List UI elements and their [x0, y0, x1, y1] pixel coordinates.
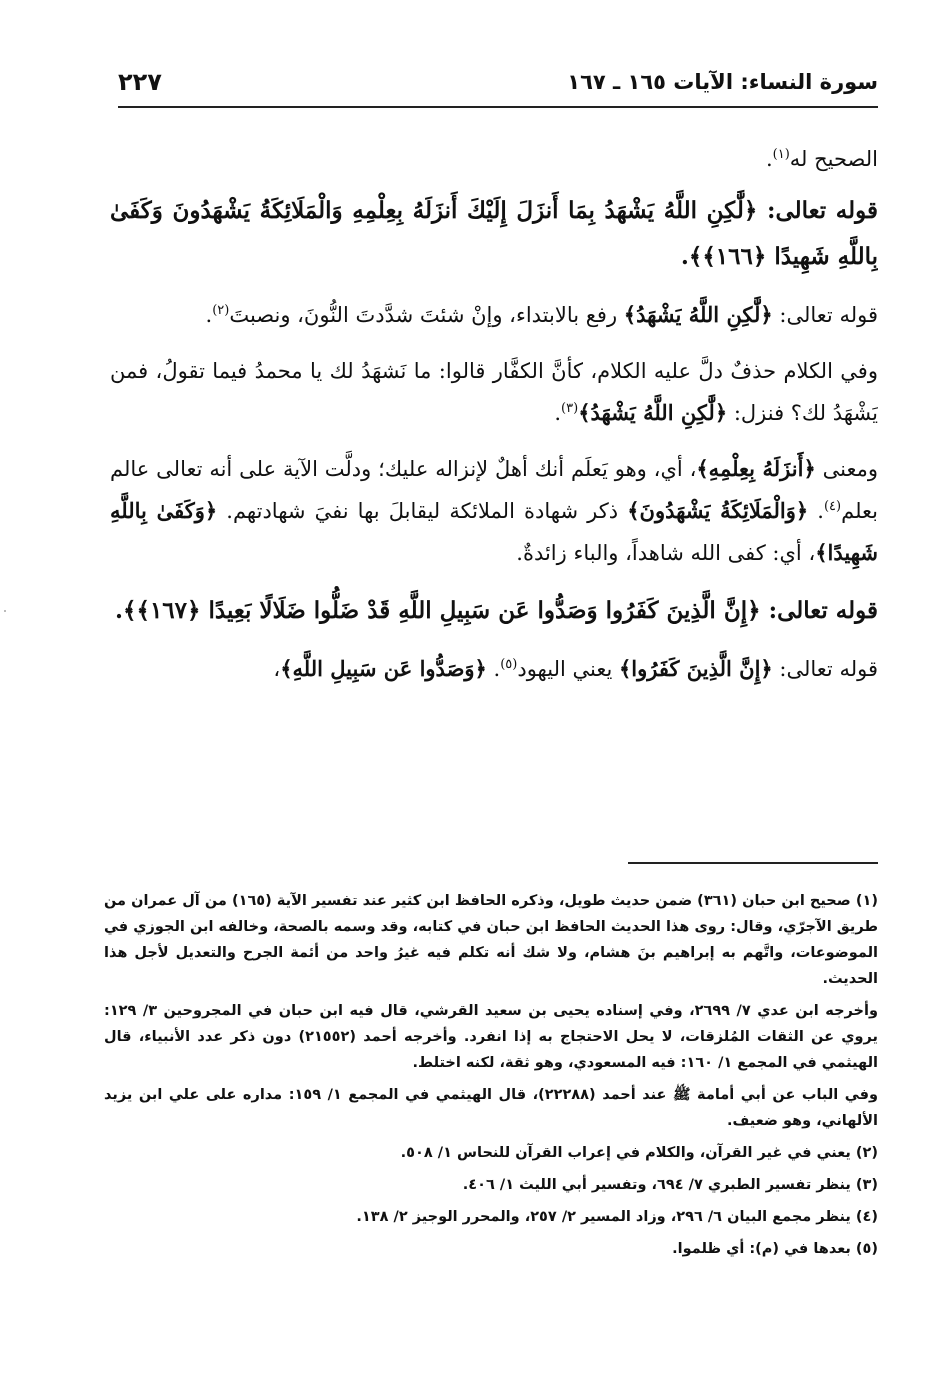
header-title: سورة النساء: الآيات ١٦٥ ـ ١٦٧ — [567, 70, 878, 94]
paragraph-text: ومعنى — [815, 457, 878, 481]
footnote-3: (٣) ينظر تفسير الطبري ٧/ ٦٩٤، وتفسير أبي الليث ١/ ٤٠٦. — [462, 1177, 878, 1193]
paragraph-text: الصحيح له — [789, 147, 878, 171]
quran-quote: ﴿وَصَدُّوا عَن سَبِيلِ اللَّهِ﴾ — [280, 656, 487, 681]
page-number: ٢٢٧ — [118, 68, 162, 96]
punctuation: . — [765, 147, 773, 171]
quran-quote: ﴿وَالْمَلَائِكَةُ يَشْهَدُونَ﴾ — [627, 498, 809, 523]
paragraph-text: يعني اليهود — [517, 657, 619, 681]
paragraph-3 — [110, 294, 878, 336]
verse-heading-167 — [110, 588, 878, 634]
footnote-ref: (٢) — [212, 303, 230, 318]
running-header — [118, 60, 878, 108]
verse-lead: قوله تعالى: — [757, 197, 878, 224]
quran-quote: ﴿إِنَّ الَّذِينَ كَفَرُوا﴾ — [618, 656, 773, 681]
footnote-divider — [628, 862, 878, 864]
paragraph-text: وفي الكلام حذفٌ دلَّ عليه الكلام، كأنَّ الكفَّار قالوا: ما نَشهَدُ لك يا محمدُ فيما تقولُ، فمن يَشْهَدُ لك؟ فنزل: — [110, 359, 878, 425]
footnote-1-continued: وأخرجه ابن عدي ٧/ ٢٦٩٩، وفي إسناده يحيى بن سعيد القرشي، قال فيه ابن حبان في المجروحين ٣/ ١٢٩: يروي عن الثقات المُلزقات، لا يحل الاحتجاج به إذا انفرد. وأخرجه أحمد (٢١٥٥٢) دون ذكر عدد الأنبياء، قال الهيثمي في المجمع ١/ ١٦٠: فيه المسعودي، وهو ثقة، لكنه اختلط. — [104, 1003, 878, 1071]
quran-verse: ﴿إِنَّ الَّذِينَ كَفَرُوا وَصَدُّوا عَن سَبِيلِ اللَّهِ قَدْ ضَلُّوا ضَلَالًا بَعِيدًا ﴿١٦٧﴾﴾ — [123, 597, 761, 624]
paragraph-text: ، أي، وهو يَعلَم أنك أهلٌ لإنزاله عليك؛ ودلَّت الآية على أنه تعالى عالم بعلم — [110, 457, 878, 523]
quran-verse: ﴿لَّٰكِنِ اللَّهُ يَشْهَدُ بِمَا أَنزَلَ إِلَيْكَ أَنزَلَهُ بِعِلْمِهِ وَالْمَلَائِكَةُ يَشْهَدُونَ وَكَفَىٰ بِاللَّهِ شَهِيدًا ﴿١٦٦﴾﴾ — [110, 197, 878, 270]
punctuation: . — [205, 303, 213, 327]
footnotes — [104, 888, 878, 1328]
quran-quote: ﴿لَّٰكِنِ اللَّهُ يَشْهَدُ﴾ — [578, 400, 728, 425]
footnote-4: (٤) ينظر مجمع البيان ٦/ ٢٩٦، وزاد المسير ٢/ ٢٥٧، والمحرر الوجيز ٢/ ١٣٨. — [356, 1209, 878, 1225]
footnote-1: (١) صحيح ابن حبان (٣٦١) ضمن حديث طويل، وذكره الحافظ ابن كثير عند تفسير الآية (١٦٥) من آل عمران من طريق الآجرّي، وقال: روى هذا الحديث الحافظ ابن حبان في كتابه، وقد وسمه بالصحة، وخالفه ابن الجوزي في الموضوعات، واتَّهم به إبراهيم بنَ هشام، ولا شك أنه تكلم فيه غيرُ واحد من أئمة الجرح والتعديل لأجل هذا الحديث. — [104, 893, 878, 987]
paragraph-text: . — [486, 657, 501, 681]
scan-speck — [4, 610, 6, 612]
paragraph-text: رفع بالابتداء، وإنْ شئتَ شدَّدتَ النُّونَ، ونصبتَ — [229, 303, 624, 327]
footnote-2: (٢) يعني في غير القرآن، والكلام في إعراب القرآن للنحاس ١/ ٥٠٨. — [400, 1145, 878, 1161]
paragraph-lead: قوله تعالى: — [772, 657, 878, 681]
footnote-5: (٥) بعدها في (م): أي ظلموا. — [672, 1241, 878, 1257]
punctuation: . — [554, 401, 562, 425]
verse-lead: قوله تعالى: — [760, 597, 878, 624]
paragraph-5 — [110, 448, 878, 574]
paragraph-text: . — [808, 499, 824, 523]
quran-quote: ﴿لَّٰكِنِ اللَّهُ يَشْهَدُ﴾ — [623, 302, 773, 327]
paragraph-text: ذكر شهادة الملائكة ليقابلَ بها نفيَ شهادتهم. — [217, 499, 628, 523]
paragraph-lead: قوله تعالى: — [772, 303, 878, 327]
verse-heading-166 — [110, 188, 878, 280]
main-text — [110, 138, 878, 858]
punctuation: . — [680, 243, 689, 270]
quran-quote: ﴿أَنزَلَهُ بِعِلْمِهِ﴾ — [696, 456, 816, 481]
paragraph-4 — [110, 350, 878, 434]
footnote-ref: (٥) — [500, 657, 518, 672]
quran-quote: ﴿وَكَفَىٰ بِاللَّهِ شَهِيدًا﴾ — [110, 498, 878, 565]
footnote-ref: (٣) — [561, 401, 579, 416]
footnote-ref: (٤) — [823, 499, 842, 514]
paragraph-1 — [110, 138, 878, 180]
footnote-1-continued: وفي الباب عن أبي أمامة ﷺ عند أحمد (٢٢٢٨٨)، قال الهيثمي في المجمع ١/ ١٥٩: مداره على علي ابن يزيد الألهاني، وهو ضعيف. — [104, 1087, 878, 1129]
punctuation: ، — [273, 657, 281, 681]
paragraph-text: ، أي: كفى الله شاهداً، والباء زائدةٌ. — [516, 541, 816, 565]
footnote-ref: (١) — [772, 147, 790, 162]
paragraph-7 — [110, 648, 878, 690]
punctuation: . — [114, 597, 123, 624]
